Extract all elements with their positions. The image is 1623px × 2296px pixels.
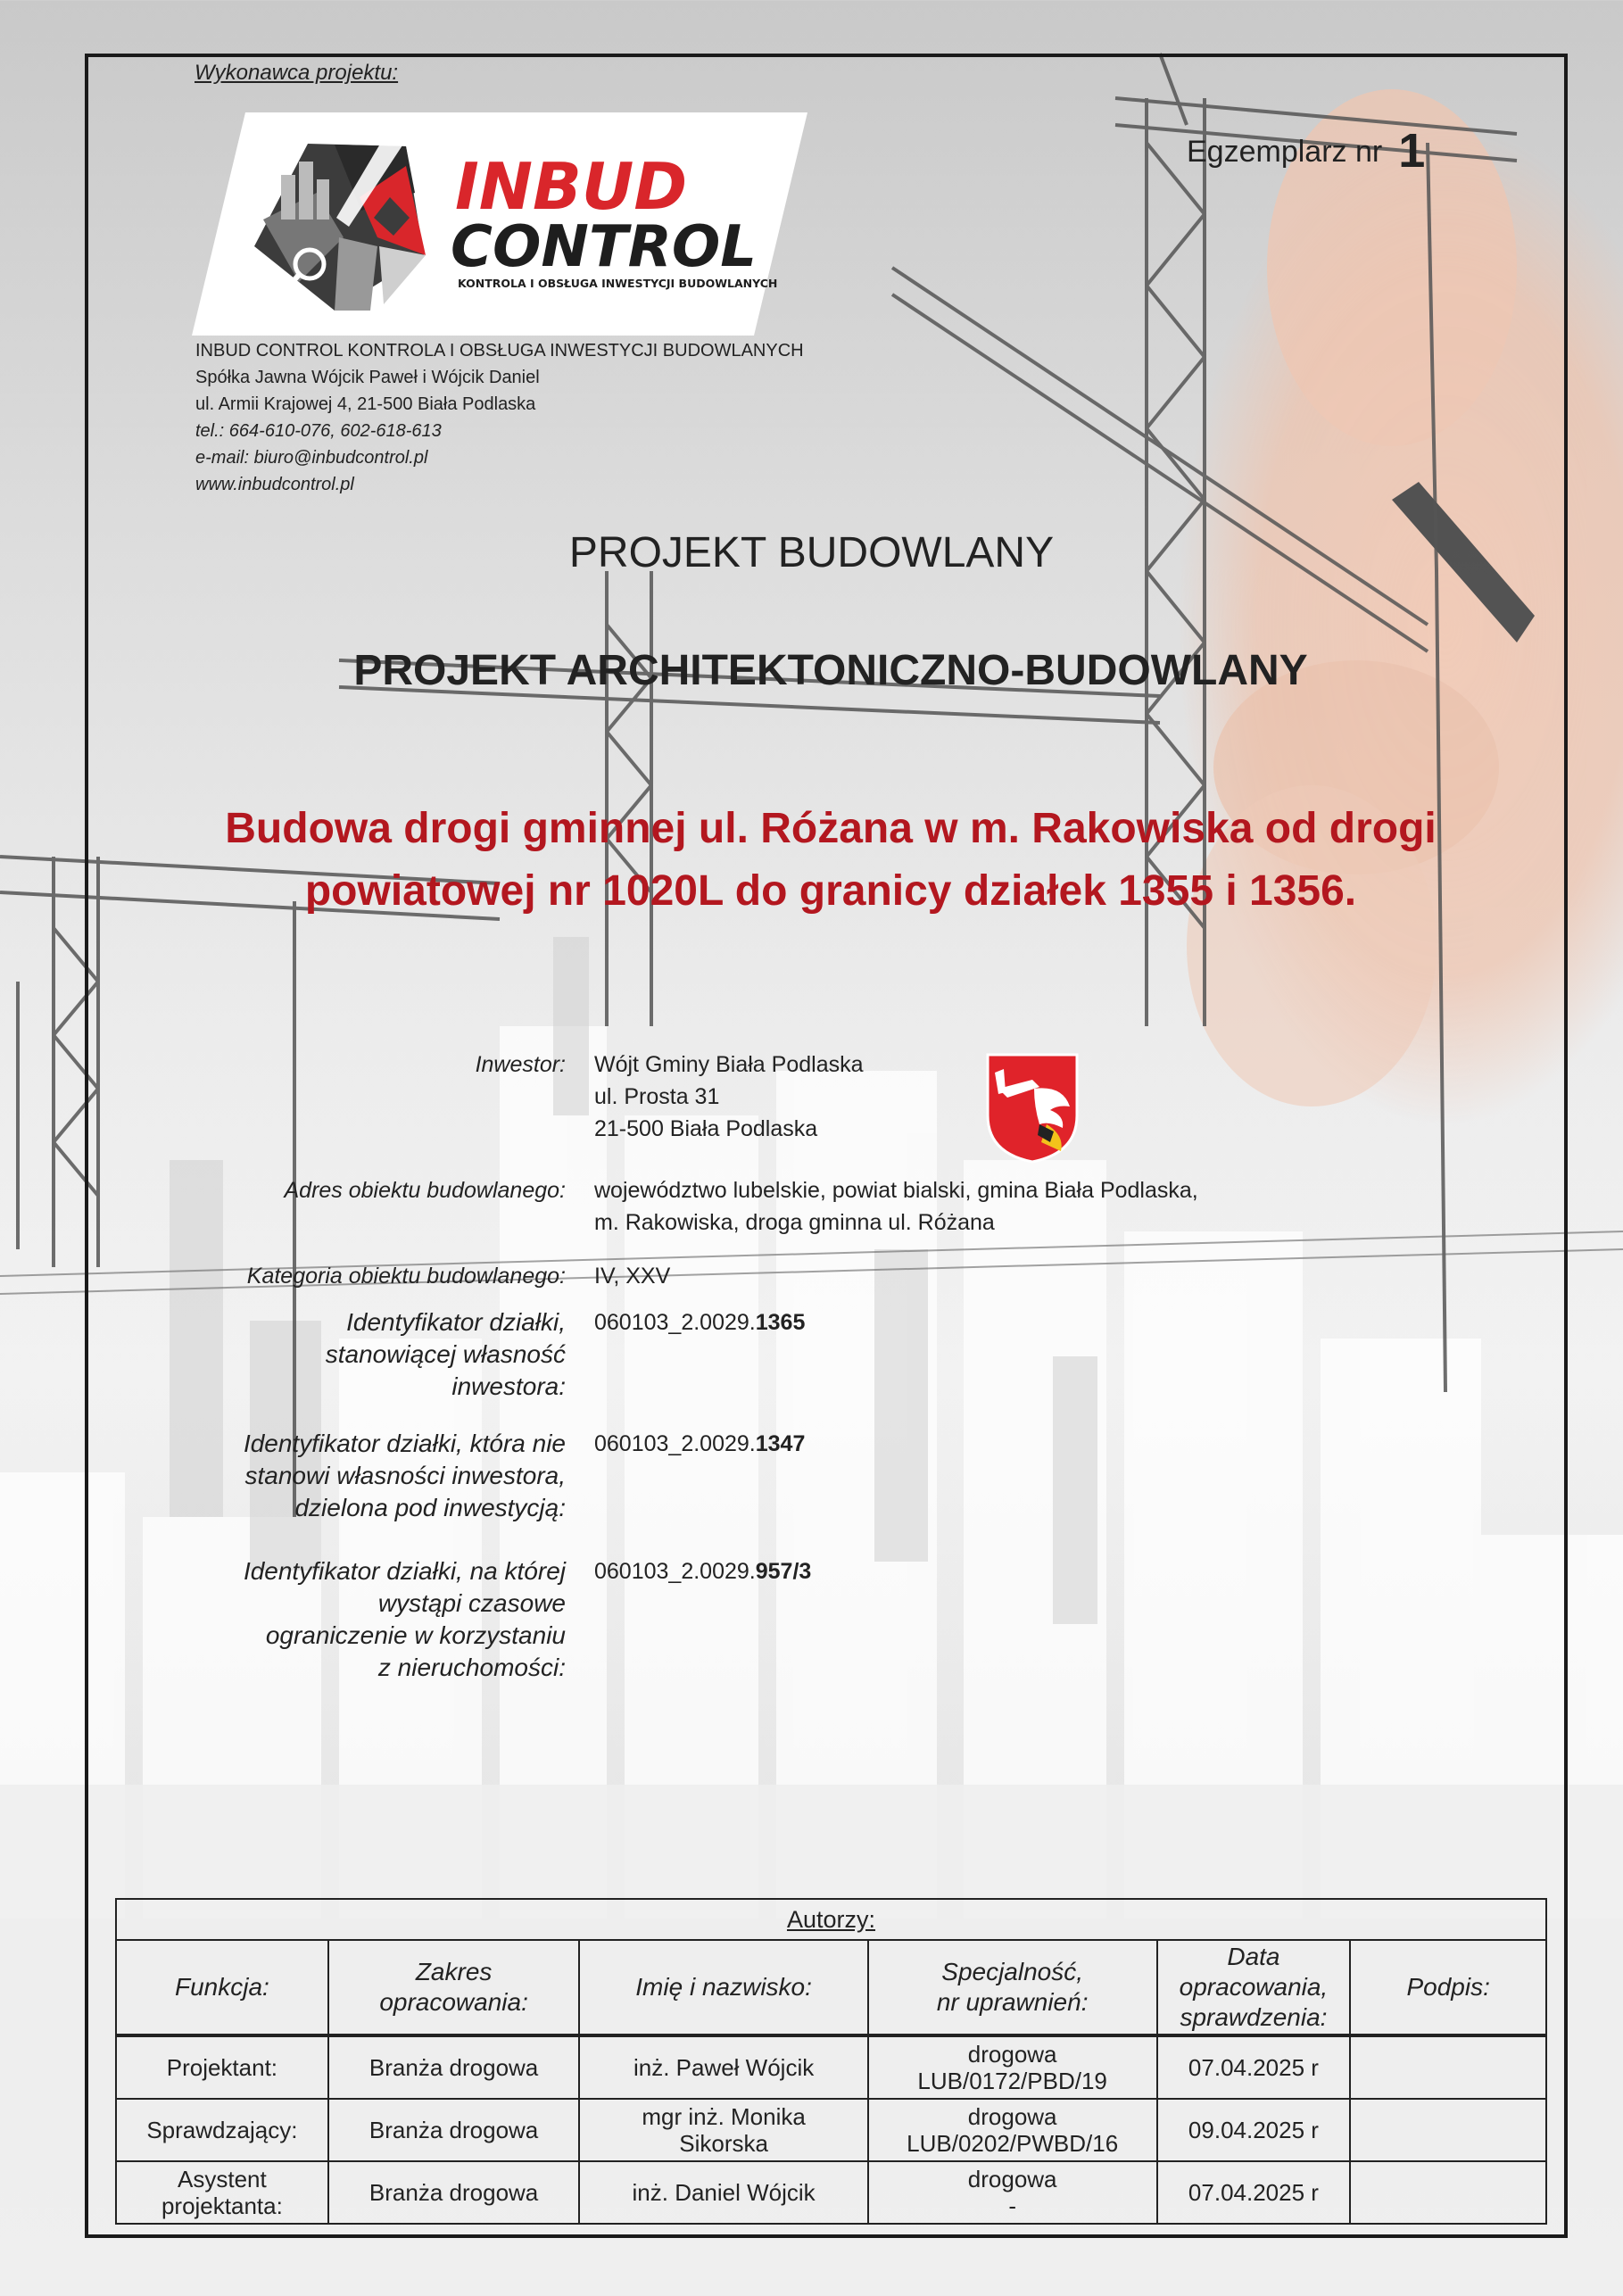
logo-word1: INBUD xyxy=(455,149,688,224)
header-scope: Zakres opracowania: xyxy=(328,1940,580,2035)
document-subtitle: PROJEKT ARCHITEKTONICZNO-BUDOWLANY xyxy=(353,647,1308,694)
address-label: Adres obiektu budowlanego: xyxy=(284,1178,566,1203)
company-info xyxy=(195,337,804,498)
plot2-value: 060103_2.0029.1347 xyxy=(594,1431,806,1456)
header-specialty: Specjalność, nr uprawnień: xyxy=(868,1940,1157,2035)
contractor-label: Wykonawca projektu: xyxy=(195,61,399,85)
copy-number xyxy=(1187,123,1425,178)
investor-line1: Wójt Gminy Biała Podlaska xyxy=(594,1052,864,1077)
company-email: e-mail: biuro@inbudcontrol.pl xyxy=(195,448,428,468)
header-function: Funkcja: xyxy=(116,1940,328,2035)
company-name: INBUD CONTROL KONTROLA I OBSŁUGA INWESTYCJI BUDOWLANYCH xyxy=(195,341,804,361)
category-value: IV, XXV xyxy=(594,1264,671,1289)
subject-line2: powiatowej nr 1020L do granicy działek 1355 i 1356. xyxy=(304,867,1357,915)
company-logo xyxy=(192,112,807,336)
coat-of-arms-icon xyxy=(986,1053,1079,1164)
plot2-label: Identyfikator działki, która nie stanowi własności inwestora, dzielona pod inwestycją: xyxy=(243,1430,566,1521)
signature-cell xyxy=(1350,2161,1546,2224)
authors-caption: Autorzy: xyxy=(116,1899,1546,1940)
address-line2: m. Rakowiska, droga gminna ul. Różana xyxy=(594,1210,995,1235)
address-line1: województwo lubelskie, powiat bialski, gmina Biała Podlaska, xyxy=(594,1178,1198,1203)
authors-header-row xyxy=(116,1940,1546,2035)
category-label: Kategoria obiektu budowlanego: xyxy=(246,1264,566,1289)
logo-word2: CONTROL xyxy=(451,214,758,280)
project-subject xyxy=(89,798,1572,923)
plot3-label: Identyfikator działki, na której wystąpi czasowe ograniczenie w korzystaniu z nieruchomości: xyxy=(243,1557,566,1681)
company-address: ul. Armii Krajowej 4, 21-500 Biała Podlaska xyxy=(195,394,536,414)
address-value xyxy=(594,1174,1198,1239)
company-website: www.inbudcontrol.pl xyxy=(195,475,354,494)
investor-label: Inwestor: xyxy=(475,1052,566,1077)
investor-value xyxy=(594,1049,864,1145)
table-row: Projektant: Branża drogowa inż. Paweł Wójcik drogowa LUB/0172/PBD/19 07.04.2025 r xyxy=(116,2035,1546,2099)
header-date: Data opracowania, sprawdzenia: xyxy=(1157,1940,1351,2035)
logo-tagline: KONTROLA I OBSŁUGA INWESTYCJI BUDOWLANYCH xyxy=(458,277,778,290)
investor-line3: 21-500 Biała Podlaska xyxy=(594,1116,818,1141)
signature-cell xyxy=(1350,2099,1546,2161)
document-title: PROJEKT BUDOWLANY xyxy=(568,529,1055,576)
investor-line2: ul. Prosta 31 xyxy=(594,1084,720,1109)
company-phone: tel.: 664-610-076, 602-618-613 xyxy=(195,421,442,441)
authors-table xyxy=(115,1898,1547,2225)
company-partners: Spółka Jawna Wójcik Paweł i Wójcik Daniel xyxy=(195,368,540,387)
table-row: Asystent projektanta: Branża drogowa inż. Daniel Wójcik drogowa - 07.04.2025 r xyxy=(116,2161,1546,2224)
copy-label: Egzemplarz nr xyxy=(1187,135,1383,169)
plot1-value: 060103_2.0029.1365 xyxy=(594,1310,806,1335)
header-signature: Podpis: xyxy=(1350,1940,1546,2035)
plot3-value: 060103_2.0029.957/3 xyxy=(594,1559,812,1584)
header-name: Imię i nazwisko: xyxy=(579,1940,867,2035)
signature-cell xyxy=(1350,2035,1546,2099)
plot1-label: Identyfikator działki, stanowiącej własność inwestora: xyxy=(325,1308,566,1400)
copy-number-value: 1 xyxy=(1398,124,1426,178)
subject-line1: Budowa drogi gminnej ul. Różana w m. Rakowiska od drogi xyxy=(225,805,1437,852)
table-row: Sprawdzający: Branża drogowa mgr inż. Monika Sikorska drogowa LUB/0202/PWBD/16 09.04.2025 r xyxy=(116,2099,1546,2161)
